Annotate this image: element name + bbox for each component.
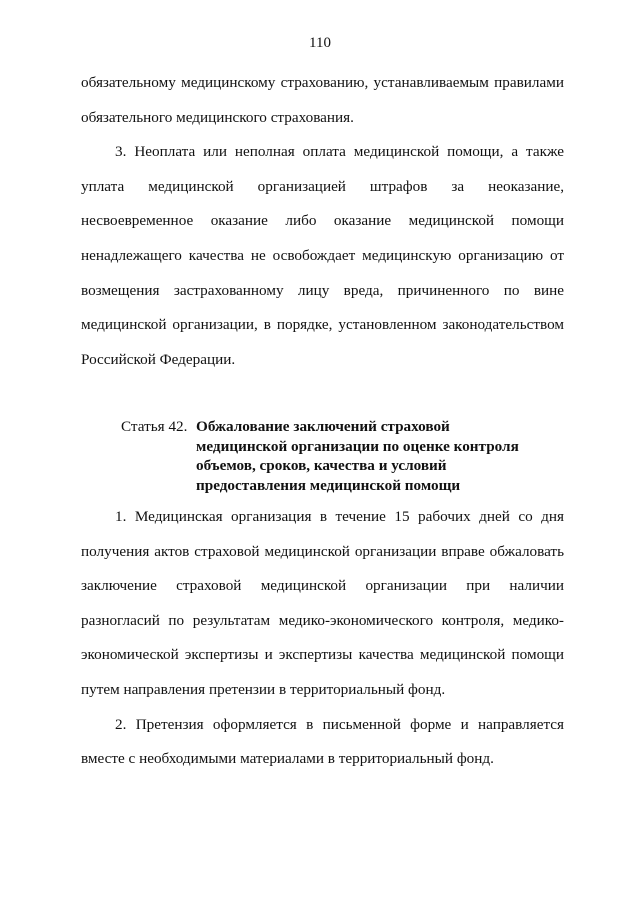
continuation-paragraph: обязательному медицинскому страхованию, устанавливаемым правилами обязательного медицинского страхования. [81,74,564,126]
article-title-line: Обжалование заключений страховой [196,418,450,435]
bottom-text-block [81,500,564,777]
page-number: 110 [309,35,331,51]
item-2-paragraph: 2. Претензия оформляется в письменной форме и направляется вместе с необходимыми материалами в территориальный фонд. [81,715,564,768]
item-3-paragraph: 3. Неоплата или неполная оплата медицинской помощи, а также уплата медицинской организацией штрафов за неоказание, несвоевременное оказание либо оказание медицинской помощи ненадлежащего качества не освобождает медицинскую организацию от возмещения застрахованному лицу вреда, причиненного по вине медицинской организации, в порядке, установленном законодательством Российской Федерации. [81,143,564,368]
article-number: Статья 42. [121,418,188,435]
article-title-line: предоставления медицинской помощи [196,476,461,494]
article-title [196,417,561,495]
article-title-line: объемов, сроков, качества и условий [196,457,447,474]
article-title-line: медицинской организации по оценке контроля [196,437,519,455]
item-1-paragraph: 1. Медицинская организация в течение 15 рабочих дней со дня получения актов страховой медицинской организации вправе обжаловать заключение страховой медицинской организации при наличии разногласий по результатам медико-экономического контроля, медико-экономической экспертизы и экспертизы качества медицинской помощи путем направления претензии в территориальный фонд. [81,508,564,698]
top-text-block [81,66,564,377]
